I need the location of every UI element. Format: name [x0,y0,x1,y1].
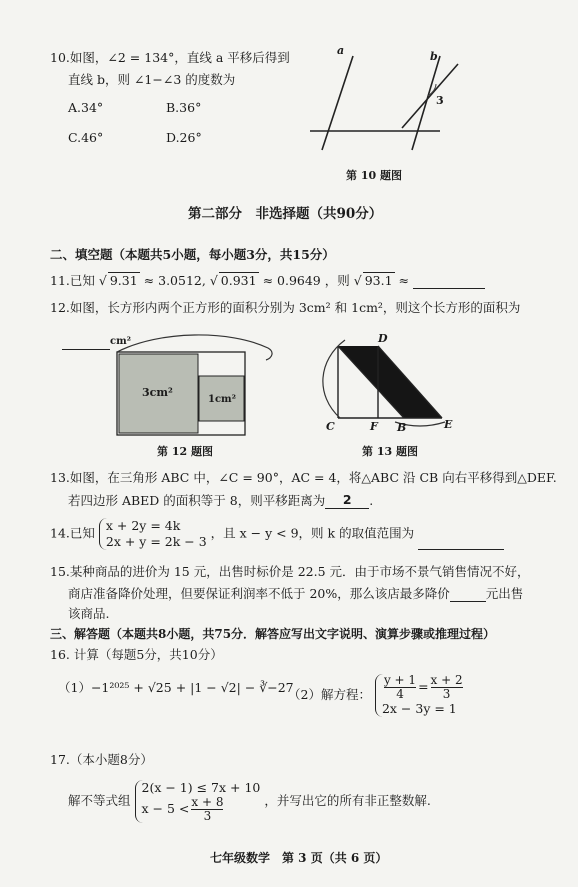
q12-small-square-label: 1cm² [208,394,237,405]
q12-text: 12.如图，长方形内两个正方形的面积分别为 3cm² 和 1cm²，则这个长方形的面积为 [50,300,521,315]
q14: 14.已知 x + 2y = 4k 2x + y = 2k − 3 ，且 x − y < 9，则 k 的取值范围为 [50,518,504,550]
q10-option-a: A.34° [68,100,104,115]
q10-option-b: B.36° [166,100,202,115]
q14-system: x + 2y = 4k 2x + y = 2k − 3 [99,518,207,550]
q10-line2: 直线 b，则 ∠1−∠3 的度数为 [68,72,236,87]
page-footer: 七年级数学 第 3 页（共 6 页） [210,851,388,865]
q13-label-e: E [444,418,453,431]
q16-part1: （1）−1²⁰²⁵ + √25 + |1 − √2| − ∛−27 [58,680,294,695]
q10-label-b: b [430,50,438,63]
q17-system: 2(x − 1) ≤ 7x + 10 x − 5 < $\frac{x + 8}{3}$ [135,780,261,823]
q13-answer-blank[interactable]: 2 [325,492,369,509]
q16-title: 16. 计算（每题5分，共10分） [50,647,223,662]
q10-option-c: C.46° [68,130,104,145]
q10-label-a: a [337,44,345,57]
q11: 11.已知 √ 9.31 ≈ 3.0512, √ 0.931 ≈ 0.9649 ，则 √ 93.1 ≈ [50,272,485,289]
q13-line1: 13.如图，在三角形 ABC 中，∠C = 90°，AC = 4，将△ABC 沿 CB 向右平移得到△DEF. [50,470,557,485]
q12-big-square-label: 3cm² [142,386,173,399]
q13-label-d: D [378,332,388,345]
q16-system: $\frac{y + 1}{4}$ = $\frac{x + 2}{3}$ 2x − 3y = 1 [375,674,465,717]
q13-caption: 第 13 题图 [362,445,418,458]
q10-label-3: 3 [436,94,444,107]
q12-caption: 第 12 题图 [157,445,213,458]
q14-answer-blank[interactable] [418,549,504,550]
q17-title: 17.（本小题8分） [50,752,153,767]
q15-answer-blank[interactable] [450,601,486,602]
q10-option-d: D.26° [166,130,202,145]
q13-label-b: B [397,421,407,434]
q13-label-c: C [326,420,335,433]
q15-line2: 商店准备降价处理，但要保证利润率不低于 20%，那么该店最多降价 元出售 [68,586,524,601]
q10-caption: 第 10 题图 [346,169,402,182]
q17-body: 解不等式组 2(x − 1) ≤ 7x + 10 x − 5 < $\frac{x + 8}{3}$ ，并写出它的所有非正整数解. [68,780,431,823]
section-title: 第二部分 非选择题（共90分） [188,206,383,222]
q15-line1: 15.某种商品的进价为 15 元，出售时标价是 22.5 元．由于市场不景气销售情况不好， [50,564,530,579]
q10-line1: 10.如图，∠2 = 134°，直线 a 平移后得到 [50,50,290,65]
q13-label-f: F [370,420,378,433]
fill-in-header: 二、填空题（本题共5小题，每小题3分，共15分） [50,247,335,262]
q15-line3: 该商品. [68,606,110,621]
q13-line2: 若四边形 ABED 的面积等于 8，则平移距离为 2 . [68,492,374,508]
answer-section-header: 三、解答题（本题共8小题，共75分．解答应写出文字说明、演算步骤或推理过程） [50,627,496,641]
q16-part2: （2）解方程： $\frac{y + 1}{4}$ = $\frac{x + 2}{3}$ 2x − 3y = 1 [288,673,463,716]
q12-answer-row: cm² [62,334,131,350]
